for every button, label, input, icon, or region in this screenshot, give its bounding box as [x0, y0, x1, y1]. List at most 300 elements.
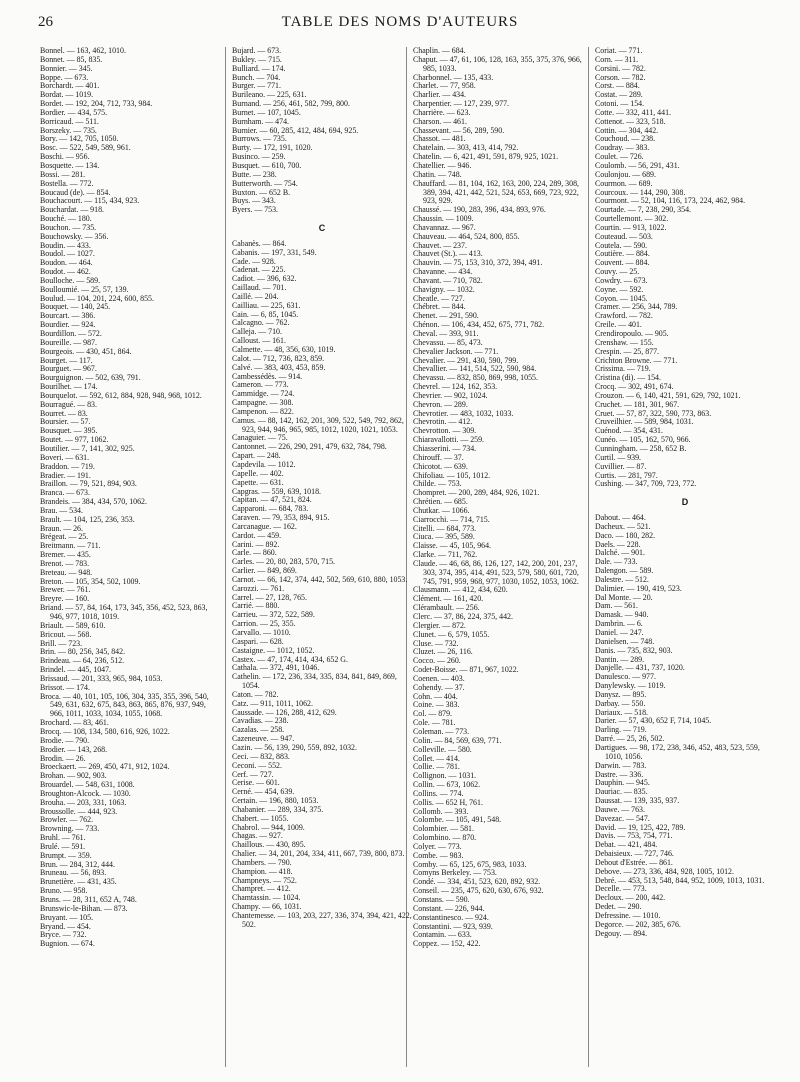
index-entry: Cathala. — 372, 491, 1046. — [232, 663, 320, 673]
index-entry: Danielsen. — 748. — [595, 636, 655, 646]
index-entry: Dacheux. — 521. — [595, 521, 651, 531]
index-entry: Calleja. — 710. — [232, 327, 282, 337]
index-entry: Cristina (di). — 154. — [595, 373, 661, 383]
index-entry: Chauffard. — 81, 104, 162, 163, 200, 224, 289, 308, 389, 394, 421, 442, 521, 524, 653, 669, 723, 922, 923, 929. — [413, 178, 579, 206]
index-entry: Brouha. — 203, 331, 1063. — [40, 797, 127, 807]
index-entry: Chamtassin. — 1024. — [232, 893, 301, 903]
index-entry: Bouchowsky. — 356. — [40, 231, 109, 241]
index-entry: Brissaud. — 201, 333, 965, 984, 1053. — [40, 673, 163, 683]
index-entry: Chrétien. — 685. — [413, 497, 468, 507]
index-entry: Coyne. — 592. — [595, 284, 644, 294]
index-entry: Bonnet. — 85, 835. — [40, 54, 103, 64]
index-entry: Bouchardat. — 918. — [40, 205, 104, 215]
index-entry: Calmette. — 48, 356, 630, 1019. — [232, 345, 336, 354]
index-entry: Camus. — 88, 142, 162, 201, 309, 522, 549, 792, 862, 923, 944, 946, 965, 985, 1012, 1020, 1021, 1053. — [232, 415, 404, 434]
index-entry: Chirouff. — 37. — [413, 452, 464, 462]
index-entry: Boutet. — 977, 1062. — [40, 435, 109, 445]
index-entry: Certain. — 196, 880, 1053. — [232, 796, 319, 806]
index-entry: Colombe. — 105, 491, 548. — [413, 815, 502, 825]
index-entry: Corn. — 311. — [595, 54, 639, 64]
index-entry: Clunet. — 6, 579, 1055. — [413, 629, 490, 639]
index-entry: Bourdier. — 924. — [40, 320, 96, 330]
index-entry: Boudin. — 433. — [40, 240, 91, 250]
index-entry: Cushing. — 347, 709, 723, 772. — [595, 479, 697, 489]
index-entry: Caillé. — 204. — [232, 291, 279, 301]
index-entry: Champneys. — 752. — [232, 875, 297, 885]
index-entry: Braddon. — 719. — [40, 461, 95, 471]
page-number: 26 — [38, 14, 53, 30]
index-entry: Collomb. — 393. — [413, 806, 469, 816]
index-entry: Dal Monte. — 20. — [595, 592, 653, 602]
index-entry: Borszeky. — 735. — [40, 125, 97, 135]
index-entry: Claisse. — 45, 105, 964. — [413, 541, 492, 551]
index-entry: Corson. — 782. — [595, 72, 646, 82]
index-entry: Colyer. — 773. — [413, 841, 462, 851]
index-entry: Broussolle. — 444, 923. — [40, 806, 118, 816]
index-entry: Damask. — 940. — [595, 610, 649, 620]
index-entry: Dalimier. — 190, 419, 523. — [595, 583, 682, 593]
index-entry: Citelli. — 684, 773. — [413, 523, 477, 533]
index-entry: Champy. — 66, 1031. — [232, 902, 302, 912]
index-entry: Boulloumié. — 25, 57, 139. — [40, 284, 129, 294]
index-entry: Cramer. — 256, 344, 789. — [595, 302, 678, 312]
index-entry: Chevrotier. — 483, 1032, 1033. — [413, 408, 514, 418]
index-entry: Chevassu. — 832, 850, 869, 998, 1055. — [413, 373, 538, 383]
index-entry: Courcoux. — 144, 290, 308. — [595, 187, 686, 197]
index-entry: Breton. — 105, 354, 502, 1009. — [40, 576, 141, 586]
index-entry: Davis. — 753, 754, 771. — [595, 831, 673, 841]
index-entry: Crespin. — 25, 877. — [595, 346, 659, 356]
index-entry: Broughton-Alcock. — 1030. — [40, 788, 131, 798]
index-entry: Cocco. — 260. — [413, 656, 461, 666]
index-entry: Caussade. — 126, 288, 412, 629. — [232, 707, 337, 717]
index-entry: Butte. — 238. — [232, 169, 277, 179]
index-entry: Crissima. — 719. — [595, 364, 651, 374]
index-entry: Colombier. — 581. — [413, 824, 474, 834]
index-entry: Cameron. — 773. — [232, 380, 289, 390]
index-entry: Cluzet. — 26, 116. — [413, 647, 473, 657]
index-entry: Broeckaert. — 269, 450, 471, 912, 1024. — [40, 762, 170, 772]
index-entry: Brandeis. — 384, 434, 570, 1062. — [40, 497, 147, 507]
index-entry: Cavadias. — 238. — [232, 716, 289, 726]
index-entry: Daels. — 228. — [595, 539, 641, 549]
index-entry: Ceci. — 832, 883. — [232, 751, 290, 761]
index-entry: Cotte. — 332, 411, 441. — [595, 107, 671, 117]
index-column-1 — [40, 47, 220, 1077]
index-entry: Bosc. — 522, 549, 589, 961. — [40, 143, 131, 153]
index-entry: Cunningham. — 258, 652 B. — [595, 443, 687, 453]
index-entry: Bujard. — 673. — [232, 47, 282, 55]
index-entry: Cruchet. — 181, 301, 967. — [595, 399, 680, 409]
index-entry: Boudon. — 464. — [40, 258, 93, 268]
index-entry: Charlet. — 77, 958. — [413, 81, 476, 91]
index-entry: Brill. — 723. — [40, 638, 83, 648]
index-entry: Chabert. — 1055. — [232, 813, 289, 823]
index-entry: Carle. — 860. — [232, 548, 277, 558]
index-entry: Chassevant. — 56, 289, 590. — [413, 125, 505, 135]
index-entry: Brissot. — 174. — [40, 682, 90, 692]
index-entry: Chauvin. — 75, 153, 310, 372, 394, 491. — [413, 258, 543, 268]
index-entry: Cathelin. — 172, 236, 334, 335, 834, 841, 849, 869, 1054. — [232, 672, 397, 691]
index-entry: Cole. — 781. — [413, 718, 456, 728]
index-entry: Dambrin. — 6. — [595, 619, 643, 629]
index-entry: Chébret. — 844. — [413, 302, 466, 312]
index-entry: Bourquelot. — 592, 612, 884, 928, 948, 968, 1012. — [40, 390, 202, 400]
index-entry: Daco. — 180, 282. — [595, 530, 656, 540]
index-entry: Champion. — 418. — [232, 866, 293, 876]
index-entry: Darré. — 25, 26, 502. — [595, 734, 665, 744]
index-entry: Bouchon. — 735. — [40, 222, 97, 232]
index-entry: Collie. — 781. — [413, 762, 460, 772]
index-entry: Charlier. — 434. — [413, 90, 467, 100]
index-entry: Dedet. — 290. — [595, 902, 642, 912]
index-entry: Cadenat. — 225. — [232, 265, 286, 275]
index-entry: Breyre. — 160. — [40, 594, 90, 604]
index-entry: Bryce. — 732. — [40, 930, 87, 940]
index-entry: Ceconi. — 552. — [232, 760, 282, 770]
index-entry: Branca. — 673. — [40, 488, 90, 498]
index-entry: Cadiot. — 396, 632. — [232, 274, 297, 284]
index-entry: Constans. — 590. — [413, 895, 470, 904]
index-entry: Coutière. — 884. — [595, 249, 650, 259]
index-entry: Chavannaz. — 967. — [413, 222, 476, 232]
index-entry: Bruneau. — 56, 893. — [40, 868, 107, 878]
index-entry: Bourget. — 117. — [40, 355, 93, 365]
index-entry: Collignon. — 1031. — [413, 771, 477, 781]
index-entry: Cerné. — 454, 639. — [232, 787, 295, 797]
index-entry: Cheatle. — 727. — [413, 293, 465, 303]
index-entry: Burileano. — 225, 631. — [232, 90, 307, 100]
index-entry: Coutela. — 590. — [595, 240, 648, 250]
index-entry: Chabanier. — 289, 334, 375. — [232, 804, 324, 814]
index-entry: Danylewsky. — 1019. — [595, 681, 666, 691]
index-entry: Daussat. — 139, 335, 937. — [595, 796, 680, 806]
index-entry: Brindeau. — 64, 236, 512. — [40, 656, 125, 666]
index-entry: Brégeat. — 25. — [40, 532, 89, 542]
index-entry: Cottin. — 304, 442. — [595, 125, 659, 135]
index-entry: Chaillous. — 430, 895. — [232, 840, 306, 850]
index-entry: Constantinesco. — 924. — [413, 912, 489, 922]
index-entry: Chavant. — 710, 782. — [413, 275, 483, 285]
index-entry: Bossi. — 281. — [40, 169, 86, 179]
index-entry: Brau. — 534. — [40, 505, 83, 515]
index-entry: Capparoni. — 684, 783. — [232, 504, 309, 514]
index-entry: Debré. — 453, 513, 548, 844, 952, 1009, 1013, 1031. — [595, 875, 765, 885]
index-entry: Dalché. — 901. — [595, 548, 645, 558]
index-entry: Cotoni. — 154. — [595, 99, 645, 109]
index-entry: Cluse. — 732. — [413, 638, 459, 648]
index-entry: Bourilhet. — 174. — [40, 382, 98, 392]
index-entry: Cerise. — 601. — [232, 778, 280, 788]
index-entry: Boulud. — 104, 201, 224, 600, 855. — [40, 293, 154, 303]
index-entry: Crendiropoulo. — 905. — [595, 329, 669, 338]
index-entry: Constant. — 226, 944. — [413, 903, 485, 913]
index-entry: Courtin. — 913, 1022. — [595, 222, 667, 232]
index-entry: Crichton Browne. — 771. — [595, 355, 678, 365]
index-entry: Cohn. — 404. — [413, 691, 458, 701]
index-entry: Castaigne. — 1012, 1052. — [232, 645, 315, 655]
index-entry: Briault. — 589, 610. — [40, 620, 106, 630]
index-entry: Bouché. — 180. — [40, 214, 92, 224]
section-letter: C — [318, 223, 326, 234]
index-entry: Charpentier. — 127, 239, 977. — [413, 99, 509, 109]
index-entry: Condé. — 334, 451, 523, 620, 892, 932. — [413, 877, 541, 887]
index-entry: Cowdry. — 673. — [595, 275, 648, 285]
index-entry: Chassot. — 481. — [413, 134, 466, 144]
index-entry: Curtis. — 281, 797. — [595, 470, 658, 480]
index-entry: Boveri. — 631. — [40, 452, 90, 462]
index-entry: Carles. — 20, 80, 283, 570, 715. — [232, 557, 336, 567]
index-entry: Businco. — 259. — [232, 152, 286, 162]
index-entry: Collins. — 774. — [413, 788, 464, 798]
index-entry: Coriat. — 771. — [595, 47, 643, 55]
index-entry: Chevrel. — 124, 162, 353. — [413, 382, 498, 392]
index-entry: Charson. — 461. — [413, 116, 467, 126]
index-entry: Debat. — 421, 484. — [595, 840, 658, 850]
index-entry: Childe. — 753. — [413, 479, 462, 489]
index-entry: Darling. — 719. — [595, 725, 647, 735]
index-entry: Coulonjou. — 689. — [595, 169, 656, 179]
index-entry: Capelle. — 402. — [232, 468, 284, 478]
index-entry: Clarke. — 711, 762. — [413, 550, 478, 560]
index-entry: Bostella. — 772. — [40, 178, 94, 188]
index-entry: Dalestre. — 512. — [595, 574, 649, 584]
index-entry: Collet. — 414. — [413, 753, 460, 763]
index-entry: Coenen. — 403. — [413, 673, 465, 683]
index-entry: Dauriac. — 835. — [595, 787, 648, 797]
index-entry: Bourdillon. — 572. — [40, 329, 102, 338]
index-entry: Calvé. — 383, 403, 453, 859. — [232, 362, 326, 372]
index-entry: Danjelle. — 431, 737, 1020. — [595, 663, 685, 673]
index-entry: Darwin. — 783. — [595, 760, 647, 770]
index-entry: Debaisieux. — 727, 746. — [595, 849, 674, 859]
index-entry: Bruyant. — 105. — [40, 912, 94, 922]
index-entry: Dauwe. — 763. — [595, 804, 645, 814]
index-entry: Burty. — 172, 191, 1020. — [232, 143, 313, 153]
index-entry: Brodin. — 26. — [40, 753, 86, 763]
index-entry: Courtade. — 7, 238, 290, 354. — [595, 205, 691, 215]
index-entry: Brun. — 284, 312, 444. — [40, 859, 115, 869]
index-entry: Chabrol. — 944, 1009. — [232, 822, 305, 832]
index-entry: Chatelain. — 303, 413, 414, 792. — [413, 143, 519, 153]
index-entry: Cazeneuve. — 947. — [232, 734, 295, 744]
index-entry: Chambers. — 790. — [232, 857, 292, 867]
index-entry: Burnier. — 60, 285, 412, 484, 694, 925. — [232, 125, 359, 135]
index-entry: Cunéo. — 105, 162, 570, 966. — [595, 435, 691, 445]
index-entry: Coleman. — 773. — [413, 726, 470, 736]
index-entry: Chaussé. — 190, 283, 396, 434, 893, 976. — [413, 205, 546, 215]
index-entry: Caton. — 782. — [232, 689, 279, 699]
index-entry: Chalier. — 34, 201, 204, 334, 411, 667, 739, 800, 873. — [232, 849, 405, 859]
index-entry: Costat. — 289. — [595, 90, 643, 100]
index-entry: Codet-Boisse. — 871, 967, 1022. — [413, 665, 519, 675]
index-entry: Carnot. — 66, 142, 374, 442, 502, 569, 610, 880, 1053. — [232, 574, 408, 584]
index-entry: Chauvet (St.). — 413. — [413, 249, 483, 259]
index-entry: Coine. — 383. — [413, 700, 460, 710]
index-entry: Cazalas. — 258. — [232, 725, 285, 735]
index-entry: Constantini. — 923, 939. — [413, 921, 493, 931]
index-entry: Breitmann. — 711. — [40, 541, 101, 551]
index-entry: Cruveilhier. — 589, 984, 1031. — [595, 417, 694, 427]
index-entry: Brumpt. — 359. — [40, 850, 92, 860]
index-entry: Champret. — 412. — [232, 884, 291, 894]
index-entry: Briand. — 57, 84, 164, 173, 345, 356, 452, 523, 863, 946, 977, 1018, 1019. — [40, 603, 208, 621]
index-entry: Dalengon. — 589. — [595, 566, 654, 576]
index-entry: Boschi. — 956. — [40, 152, 90, 162]
index-entry: Couvy. — 25. — [595, 267, 640, 277]
index-entry: Bourguet. — 967. — [40, 364, 97, 374]
index-entry: Courtellemont. — 302. — [595, 214, 669, 224]
index-entry: Carini. — 892. — [232, 539, 280, 549]
index-entry: Corst. — 884. — [595, 81, 640, 91]
index-entry: Chantemesse. — 103, 203, 227, 336, 374, 394, 421, 422, 502. — [232, 911, 412, 929]
index-entry: Danysz. — 895. — [595, 689, 647, 699]
index-entry: Burnet. — 107, 1045. — [232, 107, 301, 117]
index-entry: Boppe. — 673. — [40, 72, 89, 82]
index-column-4 — [595, 47, 775, 1077]
index-entry: Brunetière. — 431, 435. — [40, 877, 117, 887]
index-entry: Chifoliau. — 105, 1012. — [413, 470, 491, 480]
index-entry: Cerf. — 727. — [232, 769, 274, 779]
index-entry: Chompret. — 200, 289, 484, 926, 1021. — [413, 488, 540, 498]
index-entry: Bordet. — 192, 204, 712, 733, 984. — [40, 99, 153, 109]
page-title: TABLE DES NOMS D'AUTEURS — [281, 14, 519, 30]
index-entry: Crocq. — 302, 491, 674. — [595, 382, 674, 392]
index-entry: Brodie. — 790. — [40, 735, 90, 745]
index-entry: Chiasserini. — 734. — [413, 443, 477, 453]
index-entry: Collis. — 652 H, 761. — [413, 797, 483, 807]
index-entry: Dariaux. — 518. — [595, 707, 649, 717]
index-entry: Burger. — 771. — [232, 81, 281, 91]
index-entry: Clergier. — 872. — [413, 620, 466, 630]
index-entry: Boulloche. — 589. — [40, 275, 101, 285]
index-entry: Boureille. — 987. — [40, 337, 97, 347]
index-entry: Dartigues. — 98, 172, 238, 346, 452, 483, 523, 559, 1010, 1056. — [595, 742, 760, 761]
index-entry: Browler. — 762. — [40, 815, 94, 825]
index-entry: Dantin. — 289. — [595, 654, 645, 664]
index-entry: Cuvillier. — 87. — [595, 461, 647, 471]
index-entry: Burrows. — 735. — [232, 134, 287, 144]
index-entry: Dastre. — 336. — [595, 769, 644, 779]
index-entry: Boudol. — 1027. — [40, 249, 95, 259]
index-entry: Carrel. — 27, 128, 765. — [232, 592, 307, 602]
index-entry: Chaplin. — 684. — [413, 47, 466, 55]
index-entry: Caspari. — 628. — [232, 636, 284, 646]
index-entry: Bordat. — 1019. — [40, 90, 94, 100]
index-entry: Brin. — 80, 256, 345, 842. — [40, 647, 126, 657]
index-entry: Charrière. — 623. — [413, 107, 471, 117]
index-entry: Daniel. — 247. — [595, 628, 644, 637]
index-entry: Campagne. — 308. — [232, 398, 294, 408]
index-entry: Chenet. — 291, 590. — [413, 311, 479, 321]
column-divider — [225, 47, 226, 1067]
index-entry: Canaguier. — 75. — [232, 433, 288, 443]
index-entry: Debout d'Estrée. — 861. — [595, 857, 673, 867]
index-entry: Chevrotin. — 412. — [413, 417, 473, 427]
index-entry: Calot. — 712, 736, 823, 859. — [232, 353, 325, 363]
index-entry: Bryand. — 454. — [40, 921, 91, 931]
index-entry: Combe. — 983. — [413, 850, 464, 860]
index-entry: Chevalier Jackson. — 771. — [413, 346, 499, 356]
index-entry: Bukley. — 715. — [232, 54, 282, 64]
index-entry: Borricaud. — 511. — [40, 116, 99, 126]
index-entry: Bricout. — 568. — [40, 629, 92, 639]
index-entry: Cantonnet. — 226, 290, 291, 479, 632, 784, 798. — [232, 442, 387, 452]
index-entry: Cheval. — 393, 911. — [413, 329, 479, 338]
index-entry: Capgras. — 559, 639, 1018. — [232, 486, 321, 496]
index-entry: Cardot. — 459. — [232, 530, 282, 540]
index-entry: Bruns. — 28, 311, 652 A, 748. — [40, 895, 137, 904]
index-entry: Calcagno. — 762. — [232, 318, 290, 328]
index-entry: Decloux. — 200, 442. — [595, 893, 666, 903]
index-entry: Calloust. — 161. — [232, 336, 286, 346]
index-entry: Cammidge. — 724. — [232, 389, 295, 399]
index-entry: Crouzon. — 6, 140, 421, 591, 629, 792, 1021. — [595, 390, 741, 400]
index-column-2 — [232, 47, 412, 1077]
index-entry: Chevalier. — 291, 430, 590, 799. — [413, 355, 519, 365]
index-entry: Bonnier. — 345. — [40, 63, 93, 73]
index-entry: Chatellier. — 946. — [413, 160, 472, 170]
index-entry: Bourcart. — 386. — [40, 311, 96, 321]
index-entry: Capdevila. — 1012. — [232, 459, 296, 469]
index-entry: Comby. — 65, 125, 675, 983, 1033. — [413, 859, 527, 869]
index-entry: Dam. — 561. — [595, 601, 638, 611]
index-entry: Chaussin. — 1009. — [413, 214, 474, 224]
index-entry: Cambessédès. — 914. — [232, 371, 303, 381]
index-entry: Danulesco. — 977. — [595, 672, 656, 682]
index-entry: Chicotot. — 639. — [413, 461, 468, 471]
index-entry: Couteaud. — 503. — [595, 231, 653, 241]
index-entry: Danis. — 735, 832, 903. — [595, 645, 673, 655]
index-entry: Chénon. — 106, 434, 452, 675, 771, 782. — [413, 320, 545, 330]
index-entry: Brouardel. — 548, 631, 1008. — [40, 780, 135, 790]
index-entry: Capart. — 248. — [232, 451, 281, 461]
index-entry: Braun. — 26. — [40, 523, 83, 533]
index-entry: Caraven. — 79, 353, 894, 915. — [232, 513, 330, 523]
index-entry: Defressine. — 1010. — [595, 911, 661, 920]
index-entry: Burnand. — 256, 461, 582, 799, 800. — [232, 99, 350, 109]
index-entry: Ciarrocchi. — 714, 715. — [413, 514, 490, 524]
index-entry: Coulomb. — 56, 291, 431. — [595, 160, 680, 170]
index-entry: Cailliau. — 225, 631. — [232, 300, 301, 310]
index-entry: Carrieu. — 372, 522, 589. — [232, 610, 315, 620]
index-entry: Brindel. — 445, 1047. — [40, 665, 112, 675]
index-entry: Boursier. — 57. — [40, 417, 91, 427]
index-entry: Boudot. — 462. — [40, 267, 91, 277]
index-entry: Chavanne. — 434. — [413, 267, 473, 277]
index-entry: Chatin. — 748. — [413, 169, 462, 179]
index-entry: Bonnel. — 163, 462, 1010. — [40, 47, 126, 55]
index-entry: Brulé. — 591. — [40, 841, 86, 851]
index-entry: Clérambault. — 256. — [413, 603, 480, 613]
index-entry: Degouy. — 894. — [595, 928, 648, 938]
index-entry: Comyns Berkeley. — 753. — [413, 868, 497, 878]
index-entry: Chavigny. — 1032. — [413, 284, 475, 294]
index-entry: Chevrier. — 902, 1024. — [413, 390, 488, 400]
index-entry: Dauphin. — 945. — [595, 778, 650, 788]
index-entry: Busquet. — 610, 700. — [232, 160, 302, 170]
index-entry: Butterworth. — 754. — [232, 178, 298, 188]
index-entry: Chevallier. — 141, 514, 522, 590, 984. — [413, 364, 537, 374]
section-letter: D — [681, 497, 689, 508]
index-entry: Boutilier. — 7, 141, 302, 925. — [40, 443, 135, 453]
index-entry: Capitan. — 47, 521, 824. — [232, 495, 312, 505]
index-entry: Cohendy. — 37. — [413, 682, 465, 692]
index-entry: Chevron. — 289. — [413, 399, 468, 409]
index-entry: Brohan. — 902, 903. — [40, 771, 107, 781]
index-entry: Capette. — 631. — [232, 477, 284, 487]
index-entry: Coulet. — 726. — [595, 152, 644, 162]
